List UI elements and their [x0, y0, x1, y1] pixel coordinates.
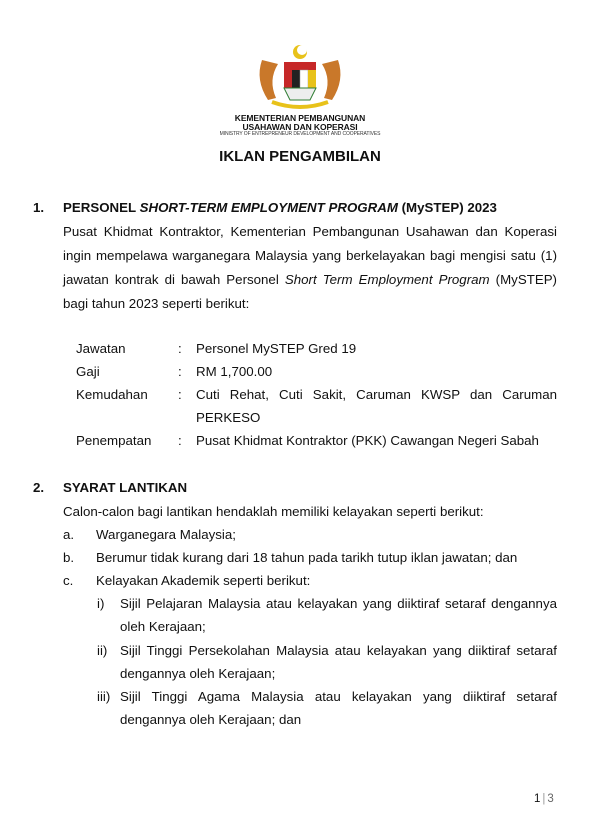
- list-item: Berumur tidak kurang dari 18 tahun pada tarikh tutup iklan jawatan; dan: [96, 550, 518, 565]
- detail-value: Cuti Rehat, Cuti Sakit, Caruman KWSP dan Caruman: [196, 387, 557, 402]
- paragraph-line: bagi tahun 2023 seperti berikut:: [63, 296, 250, 311]
- agency-name-english: MINISTRY OF ENTREPRENEUR DEVELOPMENT AND COOPERATIVES: [219, 131, 381, 137]
- heading-text: (MySTEP) 2023: [397, 200, 497, 215]
- sublist-marker: iii): [97, 689, 111, 704]
- text: (MySTEP): [489, 272, 557, 287]
- current-page: 1: [534, 793, 541, 805]
- sublist-marker: i): [97, 596, 105, 611]
- detail-label: Jawatan: [76, 341, 126, 356]
- detail-value: Personel MySTEP Gred 19: [196, 341, 357, 356]
- heading-text: SHORT-TERM EMPLOYMENT PROGRAM: [139, 200, 398, 215]
- sublist-item: Sijil Tinggi Persekolahan Malaysia atau kelayakan yang diiktiraf setaraf: [120, 643, 557, 658]
- section2-heading: SYARAT LANTIKAN: [63, 480, 188, 495]
- detail-label: Kemudahan: [76, 387, 148, 402]
- detail-label: Gaji: [76, 364, 100, 379]
- page-separator: |: [542, 793, 546, 805]
- paragraph-line: Calon-calon bagi lantikan hendaklah memiliki kelayakan seperti berikut:: [63, 504, 484, 519]
- sublist-item: Sijil Pelajaran Malaysia atau kelayakan yang diiktiraf setaraf dengannya: [120, 596, 557, 611]
- section1-number: 1.: [33, 200, 45, 215]
- ministry-crest-logo: [250, 40, 350, 112]
- detail-value: Pusat Khidmat Kontraktor (PKK) Cawangan Negeri Sabah: [196, 433, 539, 448]
- section2-number: 2.: [33, 480, 45, 495]
- paragraph-line: [63, 272, 557, 287]
- page-title: IKLAN PENGAMBILAN: [219, 148, 381, 165]
- sublist-item: dengannya oleh Kerajaan;: [120, 666, 276, 681]
- sublist-marker: ii): [97, 643, 108, 658]
- page-number: [534, 793, 554, 805]
- section1-heading: [63, 200, 497, 215]
- heading-text: PERSONEL: [63, 200, 140, 215]
- list-marker: c.: [63, 573, 74, 588]
- total-pages: 3: [547, 793, 554, 805]
- text: jawatan kontrak di bawah Personel: [63, 272, 285, 287]
- text: Short Term Employment Program: [284, 272, 490, 287]
- paragraph-line: Pusat Khidmat Kontraktor, Kementerian Pembangunan Usahawan dan Koperasi: [63, 224, 557, 239]
- detail-colon: :: [178, 387, 182, 402]
- sublist-item: Sijil Tinggi Agama Malaysia atau kelayakan yang diiktiraf setaraf: [120, 689, 557, 704]
- list-marker: b.: [63, 550, 75, 565]
- paragraph-line: ingin mempelawa warganegara Malaysia yang berkelayakan bagi mengisi satu (1): [63, 248, 557, 263]
- agency-name-line2: USAHAWAN DAN KOPERASI: [242, 122, 358, 132]
- list-item: Kelayakan Akademik seperti berikut:: [96, 573, 311, 588]
- sublist-item: oleh Kerajaan;: [120, 619, 206, 634]
- detail-colon: :: [178, 364, 182, 379]
- list-item: Warganegara Malaysia;: [96, 527, 236, 542]
- detail-colon: :: [178, 341, 182, 356]
- detail-label: Penempatan: [76, 433, 152, 448]
- detail-value: RM 1,700.00: [196, 364, 273, 379]
- list-marker: a.: [63, 527, 75, 542]
- detail-colon: :: [178, 433, 182, 448]
- sublist-item: dengannya oleh Kerajaan; dan: [120, 712, 302, 727]
- agency-name-line1: KEMENTERIAN PEMBANGUNAN: [234, 113, 366, 123]
- detail-value: PERKESO: [196, 410, 261, 425]
